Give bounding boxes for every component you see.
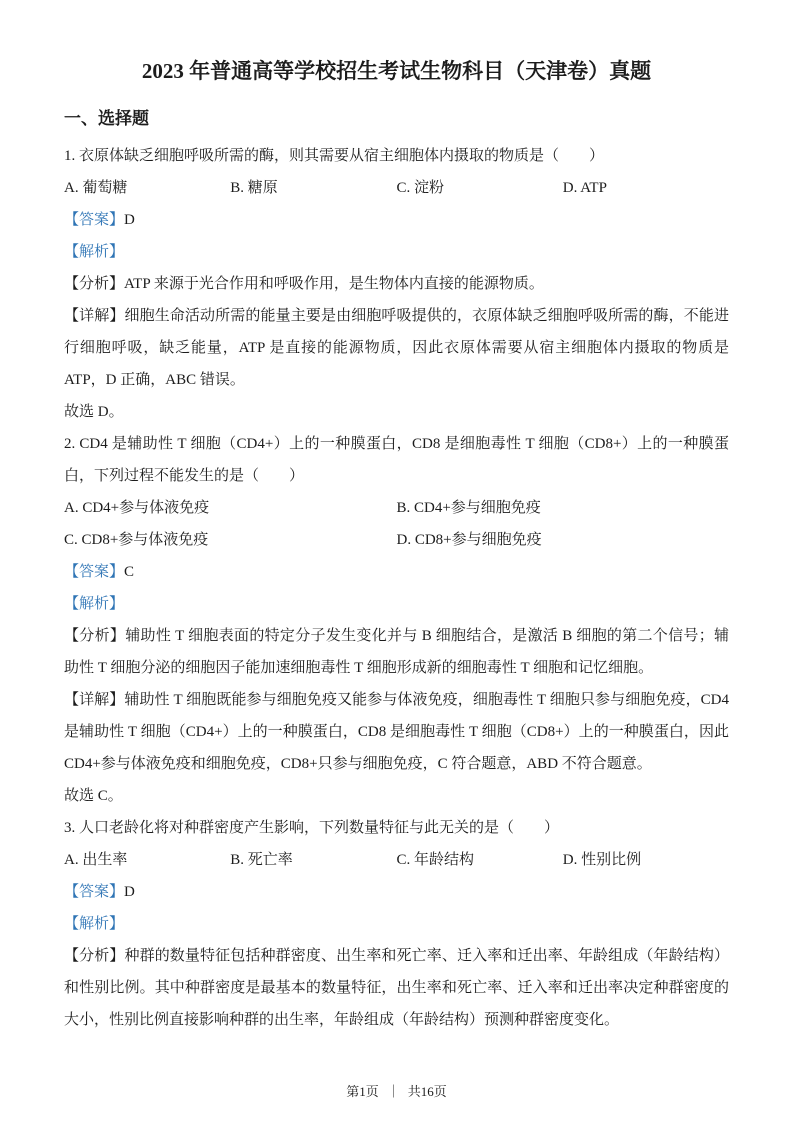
section-heading: 一、选择题: [64, 109, 149, 128]
question-stem: 1. 衣原体缺乏细胞呼吸所需的酶，则其需要从宿主细胞体内摄取的物质是（ ）: [64, 148, 605, 164]
option-d: D. 性别比例: [562, 852, 642, 868]
answer-value: D: [124, 212, 135, 228]
analysis-line: [64, 588, 729, 620]
option-b: B. 糖原: [230, 180, 278, 196]
question-block-2: [64, 428, 729, 812]
answer-label: 【答案】: [64, 212, 125, 228]
answer-line: [64, 204, 729, 236]
analysis-line: [64, 236, 729, 268]
footer-separator: ｜: [386, 1084, 400, 1099]
analysis-paragraph: 【分析】ATP 来源于光合作用和呼吸作用，是生物体内直接的能源物质。: [64, 276, 544, 292]
analysis-paragraph: 【分析】种群的数量特征包括种群密度、出生率和死亡率、迁入率和迁出率、年龄组成（年龄结构）和性别比例。其中种群密度是最基本的数量特征，出生率和死亡率、迁入率和迁出率决定种群密度的大小，性别比例直接影响种群的出生率，年龄组成（年龄结构）预测种群密度变化。: [64, 948, 729, 1028]
option-c: C. 年龄结构: [396, 852, 475, 868]
document-title: 2023 年普通高等学校招生考试生物科目（天津卷）真题: [141, 59, 652, 83]
option-c: C. 淀粉: [396, 180, 445, 196]
analysis-label: 【解析】: [64, 244, 125, 260]
answer-label: 【答案】: [64, 564, 125, 580]
option-a: A. 葡萄糖: [64, 180, 128, 196]
answer-value: D: [124, 884, 135, 900]
analysis-label: 【解析】: [64, 916, 125, 932]
analysis-line: [64, 908, 729, 940]
question-block-1: [64, 140, 729, 428]
footer-total-pages: 共16页: [407, 1084, 447, 1099]
analysis-label: 【解析】: [64, 596, 125, 612]
option-b: B. 死亡率: [230, 852, 293, 868]
option-b: B. CD4+参与细胞免疫: [396, 500, 541, 516]
option-d: D. CD8+参与细胞免疫: [396, 532, 542, 548]
answer-line: [64, 556, 729, 588]
answer-label: 【答案】: [64, 884, 125, 900]
page-footer: [0, 1081, 793, 1100]
options-row: [64, 172, 729, 204]
answer-value: C: [124, 564, 135, 580]
option-a: A. 出生率: [64, 852, 128, 868]
option-a: A. CD4+参与体液免疫: [64, 500, 210, 516]
question-stem: 3. 人口老龄化将对种群密度产生影响，下列数量特征与此无关的是（ ）: [64, 820, 560, 836]
analysis-paragraph: 【分析】辅助性 T 细胞表面的特定分子发生变化并与 B 细胞结合，是激活 B 细胞的第二个信号；辅助性 T 细胞分泌的细胞因子能加速细胞毒性 T 细胞形成新的细胞毒性 T 细胞和记忆细胞。: [64, 628, 729, 676]
footer-page-number: 第1页: [346, 1084, 379, 1099]
detail-paragraph: 【详解】辅助性 T 细胞既能参与细胞免疫又能参与体液免疫，细胞毒性 T 细胞只参与细胞免疫，CD4 是辅助性 T 细胞（CD4+）上的一种膜蛋白，CD8 是细胞毒性 T 细胞（CD8+）上的一种膜蛋白，因此 CD4+参与体液免疫和细胞免疫，CD8+只参与细胞免疫，C 符合题意，ABD 不符合题意。: [64, 692, 729, 772]
conclusion-line: 故选 C。: [64, 788, 123, 804]
question-stem: 2. CD4 是辅助性 T 细胞（CD4+）上的一种膜蛋白，CD8 是细胞毒性 T 细胞（CD8+）上的一种膜蛋白，下列过程不能发生的是（ ）: [64, 436, 729, 484]
options-row: [64, 524, 729, 556]
options-row: [64, 844, 729, 876]
options-row: [64, 492, 729, 524]
option-d: D. ATP: [562, 180, 607, 196]
question-block-3: [64, 812, 729, 1036]
conclusion-line: 故选 D。: [64, 404, 124, 420]
detail-paragraph: 【详解】细胞生命活动所需的能量主要是由细胞呼吸提供的，衣原体缺乏细胞呼吸所需的酶，不能进行细胞呼吸，缺乏能量，ATP 是直接的能源物质，因此衣原体需要从宿主细胞体内摄取的物质是 ATP，D 正确，ABC 错误。: [64, 308, 729, 388]
answer-line: [64, 876, 729, 908]
option-c: C. CD8+参与体液免疫: [64, 532, 209, 548]
